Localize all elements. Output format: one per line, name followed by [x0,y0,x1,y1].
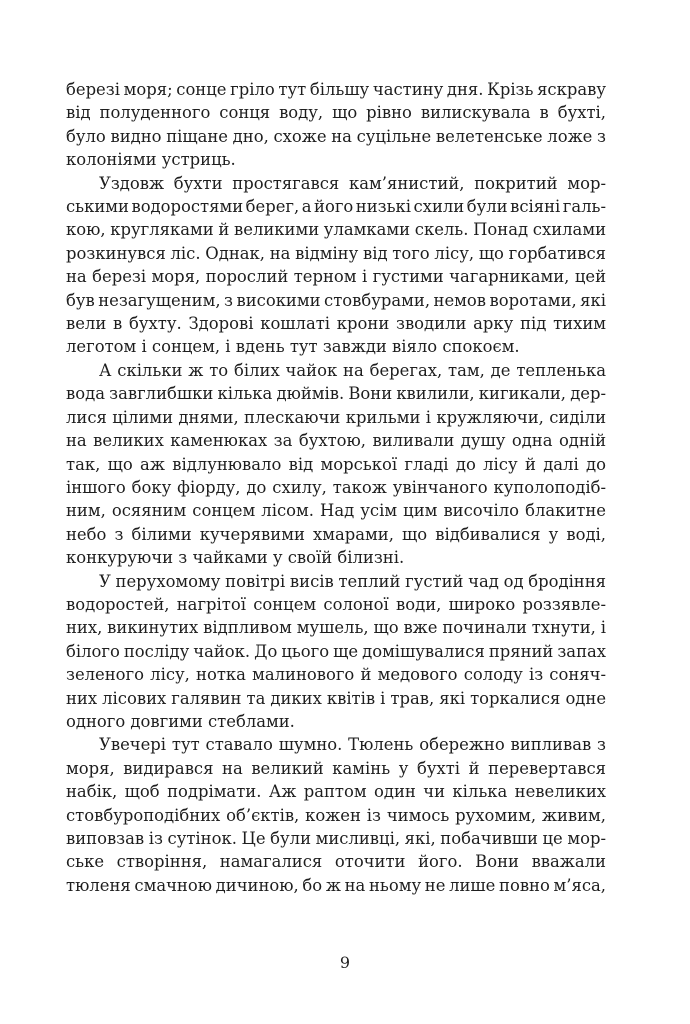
paragraph-3 [66,359,606,570]
text-line: ськими водоростями берег, а його низькі схили були всіяні галь- [66,197,606,217]
text-line: ним, осяяним сонцем лісом. Над усім цим височіло блакитне [66,501,606,521]
text-line: на березі моря, порослий терном і густими чагарниками, цей [66,267,606,287]
text-line: від полуденного сонця воду, що рівно вилискувала в бухті, [66,103,606,123]
page-body [66,78,606,897]
text-line: Уздовж бухти простягався кам’янистий, покритий мор- [99,173,606,193]
text-line: було видно піщане дно, схоже на суцільне велетенське ложе з [66,126,606,146]
text-line: тюленя смачною дичиною, бо ж на ньому не лише повно м’яса, [66,875,606,895]
text-line: конкуруючи з чайками у своїй білизні. [66,548,405,568]
text-line: водоростей, нагрітої сонцем солоної води, широко роззявле- [66,594,606,614]
paragraph-5 [66,733,606,897]
paragraph-4 [66,570,606,734]
paragraph-2 [66,172,606,359]
text-line: білого посліду чайок. До цього ще домішувалися пряний запах [66,641,606,661]
text-line: моря, видирався на великий камінь у бухті й перевертався [66,758,606,778]
text-line: зеленого лісу, нотка малинового й медового солоду із соняч- [66,665,606,685]
text-line: А скільки ж то білих чайок на берегах, там, де тепленька [99,360,606,380]
text-line: Увечері тут ставало шумно. Тюлень обережно випливав з [99,735,606,755]
text-line: іншого боку фіорду, до схилу, також увінчаного куполоподіб- [66,477,606,497]
text-line: кою, кругляками й великими уламками скель. Понад схилами [66,220,606,240]
paragraph-1 [66,78,606,172]
text-line: них, викинутих відпливом мушель, що вже починали тхнути, і [66,618,606,638]
text-line: виповзав із сутінок. Це були мисливці, які, побачивши це мор- [66,829,606,848]
text-line: небо з білими кучерявими хмарами, що відбивалися у воді, [66,524,606,544]
text-line: колоніями устриць. [66,150,236,170]
text-line: лися цілими днями, плескаючи крильми і кружляючи, сиділи [66,407,606,427]
text-line: вели в бухту. Здорові кошлаті крони зводили арку під тихим [66,314,606,334]
page-number: 9 [339,953,351,972]
text-line: набік, щоб подрімати. Аж раптом один чи кілька невеликих [66,782,606,802]
text-line: одного довгими стеблами. [66,711,295,731]
text-line: них лісових галявин та диких квітів і трав, які торкалися одне [66,688,606,708]
text-line: леготом і сонцем, і вдень тут завжди віяло спокоєм. [66,337,520,357]
text-line: стовбуроподібних об’єктів, кожен із чимось рухомим, живим, [66,805,606,825]
text-line: березі моря; сонце гріло тут більшу частину дня. Крізь яскраву [66,80,606,99]
text-line: ське створіння, намагалися оточити його. Вони вважали [66,852,606,872]
text-line: на великих каменюках за бухтою, виливали душу одна одній [66,431,606,451]
text-line: розкинувся ліс. Однак, на відміну від того лісу, що горбатився [66,243,606,263]
text-line: У перухомому повітрі висів теплий густий чад од бродіння [99,571,606,591]
text-line: вода завглибшки кілька дюймів. Вони квилили, кигикали, дер- [66,384,606,404]
text-line: був незагущеним, з високими стовбурами, немов воротами, які [66,290,606,310]
text-line: так, що аж відлунювало від морської гладі до лісу й далі до [66,454,606,474]
